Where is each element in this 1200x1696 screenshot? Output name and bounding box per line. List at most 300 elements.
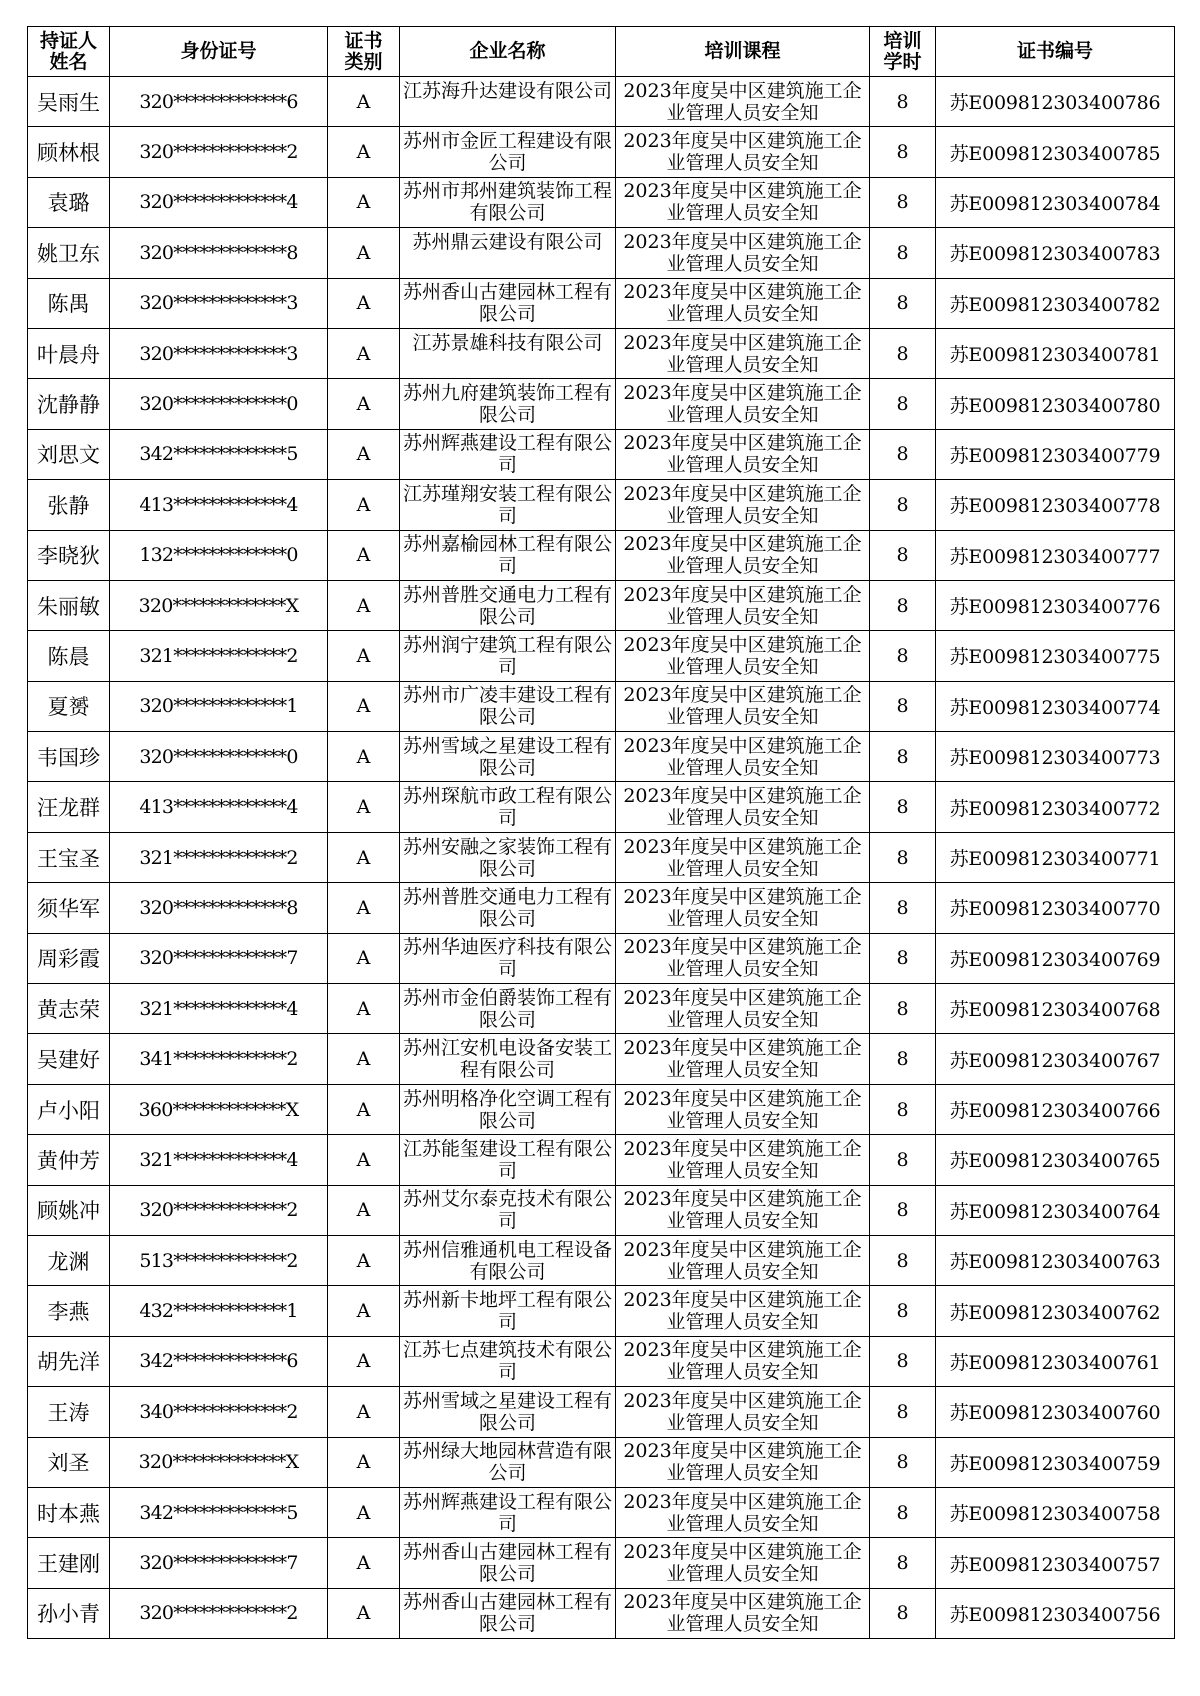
company-name-cell xyxy=(400,782,616,832)
training-hours-cell: 8 xyxy=(870,832,936,882)
table-row xyxy=(28,832,1175,882)
training-course-cell-text: 2023年度吴中区建筑施工企业管理人员安全知 xyxy=(623,281,862,326)
company-name-cell-text: 苏州华迪医疗科技有限公司 xyxy=(402,936,612,981)
holder-name-cell: 张静 xyxy=(28,480,110,530)
certificate-number-cell: 苏E009812303400768 xyxy=(936,984,1175,1034)
training-hours-cell: 8 xyxy=(870,530,936,580)
header-company: 企业名称 xyxy=(400,27,616,77)
holder-name-cell: 王涛 xyxy=(28,1387,110,1437)
company-name-cell xyxy=(400,1387,616,1437)
table-row xyxy=(28,883,1175,933)
table-row xyxy=(28,328,1175,378)
certificate-number-cell: 苏E009812303400783 xyxy=(936,228,1175,278)
certificate-number-cell: 苏E009812303400758 xyxy=(936,1487,1175,1537)
id-number-cell: 320*************4 xyxy=(110,177,328,227)
table-row xyxy=(28,480,1175,530)
company-name-cell-text: 苏州艾尔泰克技术有限公司 xyxy=(402,1188,612,1233)
certificate-category-cell: A xyxy=(328,1588,400,1638)
certificate-category-cell: A xyxy=(328,228,400,278)
training-course-cell-text: 2023年度吴中区建筑施工企业管理人员安全知 xyxy=(623,1389,862,1434)
table-row xyxy=(28,1538,1175,1588)
training-hours-cell: 8 xyxy=(870,1336,936,1386)
company-name-cell xyxy=(400,278,616,328)
training-course-cell-text: 2023年度吴中区建筑施工企业管理人员安全知 xyxy=(623,382,862,427)
training-course-cell xyxy=(616,984,870,1034)
training-hours-cell: 8 xyxy=(870,1387,936,1437)
holder-name-cell: 王宝圣 xyxy=(28,832,110,882)
header-category-text: 证书 类别 xyxy=(344,29,383,73)
id-number-cell: 320*************6 xyxy=(110,77,328,127)
training-hours-cell: 8 xyxy=(870,177,936,227)
holder-name-cell: 夏赟 xyxy=(28,681,110,731)
certificate-number-cell: 苏E009812303400766 xyxy=(936,1084,1175,1134)
training-hours-cell: 8 xyxy=(870,580,936,630)
company-name-cell xyxy=(400,1235,616,1285)
company-name-cell-text: 苏州辉燕建设工程有限公司 xyxy=(402,432,612,477)
training-course-cell-text: 2023年度吴中区建筑施工企业管理人员安全知 xyxy=(623,1238,862,1283)
id-number-cell: 320*************2 xyxy=(110,1588,328,1638)
certificate-number-cell: 苏E009812303400778 xyxy=(936,480,1175,530)
training-course-cell-text: 2023年度吴中区建筑施工企业管理人员安全知 xyxy=(623,1137,862,1182)
id-number-cell: 321*************2 xyxy=(110,631,328,681)
training-hours-cell: 8 xyxy=(870,631,936,681)
id-number-cell: 321*************4 xyxy=(110,1135,328,1185)
training-hours-cell: 8 xyxy=(870,1135,936,1185)
table-row xyxy=(28,177,1175,227)
header-category xyxy=(328,27,400,77)
id-number-cell: 320*************8 xyxy=(110,228,328,278)
id-number-cell: 320*************1 xyxy=(110,681,328,731)
id-number-cell: 341*************2 xyxy=(110,1034,328,1084)
table-row xyxy=(28,984,1175,1034)
company-name-cell xyxy=(400,933,616,983)
table-row xyxy=(28,228,1175,278)
header-row xyxy=(28,27,1175,77)
certificate-number-cell: 苏E009812303400782 xyxy=(936,278,1175,328)
table-row xyxy=(28,1336,1175,1386)
certificate-category-cell: A xyxy=(328,883,400,933)
company-name-cell-text: 苏州明格净化空调工程有限公司 xyxy=(402,1087,612,1132)
training-course-cell xyxy=(616,1235,870,1285)
table-row xyxy=(28,1437,1175,1487)
certificate-category-cell: A xyxy=(328,1437,400,1487)
table-row xyxy=(28,1135,1175,1185)
training-hours-cell: 8 xyxy=(870,1588,936,1638)
holder-name-cell: 袁璐 xyxy=(28,177,110,227)
holder-name-cell: 吴建好 xyxy=(28,1034,110,1084)
training-course-cell xyxy=(616,883,870,933)
training-course-cell xyxy=(616,77,870,127)
table-row xyxy=(28,1084,1175,1134)
company-name-cell xyxy=(400,228,616,278)
certificate-number-cell: 苏E009812303400763 xyxy=(936,1235,1175,1285)
table-row xyxy=(28,1034,1175,1084)
company-name-cell xyxy=(400,1084,616,1134)
id-number-cell: 413*************4 xyxy=(110,480,328,530)
company-name-cell-text: 苏州辉燕建设工程有限公司 xyxy=(402,1490,612,1535)
training-course-cell xyxy=(616,782,870,832)
training-course-cell-text: 2023年度吴中区建筑施工企业管理人员安全知 xyxy=(623,684,862,729)
company-name-cell xyxy=(400,580,616,630)
training-hours-cell: 8 xyxy=(870,732,936,782)
training-course-cell-text: 2023年度吴中区建筑施工企业管理人员安全知 xyxy=(623,432,862,477)
company-name-cell xyxy=(400,1437,616,1487)
holder-name-cell: 姚卫东 xyxy=(28,228,110,278)
company-name-cell xyxy=(400,429,616,479)
training-hours-cell: 8 xyxy=(870,681,936,731)
holder-name-cell: 汪龙群 xyxy=(28,782,110,832)
training-course-cell-text: 2023年度吴中区建筑施工企业管理人员安全知 xyxy=(623,130,862,175)
header-id: 身份证号 xyxy=(110,27,328,77)
certificate-number-cell: 苏E009812303400769 xyxy=(936,933,1175,983)
training-hours-cell: 8 xyxy=(870,933,936,983)
holder-name-cell: 吴雨生 xyxy=(28,77,110,127)
table-row xyxy=(28,1588,1175,1638)
holder-name-cell: 胡先洋 xyxy=(28,1336,110,1386)
certificate-number-cell: 苏E009812303400771 xyxy=(936,832,1175,882)
company-name-cell xyxy=(400,681,616,731)
holder-name-cell: 刘圣 xyxy=(28,1437,110,1487)
certificate-category-cell: A xyxy=(328,1235,400,1285)
company-name-cell xyxy=(400,1185,616,1235)
company-name-cell-text: 苏州市金匠工程建设有限公司 xyxy=(402,130,612,175)
holder-name-cell: 陈禺 xyxy=(28,278,110,328)
certificate-number-cell: 苏E009812303400759 xyxy=(936,1437,1175,1487)
training-course-cell xyxy=(616,1034,870,1084)
company-name-cell-text: 苏州市金伯爵装饰工程有限公司 xyxy=(402,986,612,1031)
certificate-category-cell: A xyxy=(328,832,400,882)
company-name-cell-text: 苏州雪域之星建设工程有限公司 xyxy=(402,734,612,779)
certificate-number-cell: 苏E009812303400779 xyxy=(936,429,1175,479)
company-name-cell xyxy=(400,328,616,378)
training-hours-cell: 8 xyxy=(870,429,936,479)
company-name-cell xyxy=(400,480,616,530)
training-course-cell xyxy=(616,1185,870,1235)
training-hours-cell: 8 xyxy=(870,1235,936,1285)
company-name-cell-text: 江苏景雄科技有限公司 xyxy=(412,331,603,354)
company-name-cell-text: 苏州琛航市政工程有限公司 xyxy=(402,785,612,830)
id-number-cell: 320*************2 xyxy=(110,127,328,177)
company-name-cell-text: 苏州鼎云建设有限公司 xyxy=(412,230,603,253)
certificate-category-cell: A xyxy=(328,1336,400,1386)
training-course-cell xyxy=(616,429,870,479)
training-course-cell xyxy=(616,681,870,731)
certificate-category-cell: A xyxy=(328,1034,400,1084)
training-course-cell xyxy=(616,732,870,782)
id-number-cell: 320*************3 xyxy=(110,278,328,328)
training-course-cell-text: 2023年度吴中区建筑施工企业管理人员安全知 xyxy=(623,1440,862,1485)
id-number-cell: 360*************X xyxy=(110,1084,328,1134)
training-course-cell xyxy=(616,177,870,227)
training-hours-cell: 8 xyxy=(870,1034,936,1084)
training-course-cell xyxy=(616,832,870,882)
certificate-category-cell: A xyxy=(328,984,400,1034)
company-name-cell-text: 苏州安融之家装饰工程有限公司 xyxy=(402,835,612,880)
training-course-cell-text: 2023年度吴中区建筑施工企业管理人员安全知 xyxy=(623,482,862,527)
company-name-cell-text: 苏州香山古建园林工程有限公司 xyxy=(402,1591,612,1636)
holder-name-cell: 王建刚 xyxy=(28,1538,110,1588)
training-course-cell xyxy=(616,530,870,580)
training-hours-cell: 8 xyxy=(870,984,936,1034)
holder-name-cell: 周彩霞 xyxy=(28,933,110,983)
company-name-cell-text: 苏州香山古建园林工程有限公司 xyxy=(402,1541,612,1586)
certificate-number-cell: 苏E009812303400762 xyxy=(936,1286,1175,1336)
training-course-cell xyxy=(616,228,870,278)
certificate-category-cell: A xyxy=(328,379,400,429)
training-course-cell xyxy=(616,1588,870,1638)
id-number-cell: 320*************2 xyxy=(110,1185,328,1235)
company-name-cell-text: 江苏七点建筑技术有限公司 xyxy=(402,1339,612,1384)
holder-name-cell: 顾林根 xyxy=(28,127,110,177)
table-row xyxy=(28,631,1175,681)
training-hours-cell: 8 xyxy=(870,1437,936,1487)
training-course-cell-text: 2023年度吴中区建筑施工企业管理人员安全知 xyxy=(623,1490,862,1535)
certificate-category-cell: A xyxy=(328,631,400,681)
training-course-cell-text: 2023年度吴中区建筑施工企业管理人员安全知 xyxy=(623,331,862,376)
certificate-category-cell: A xyxy=(328,1538,400,1588)
certificate-number-cell: 苏E009812303400780 xyxy=(936,379,1175,429)
company-name-cell xyxy=(400,1538,616,1588)
company-name-cell xyxy=(400,1588,616,1638)
training-course-cell xyxy=(616,480,870,530)
training-course-cell-text: 2023年度吴中区建筑施工企业管理人员安全知 xyxy=(623,986,862,1031)
certificate-category-cell: A xyxy=(328,1185,400,1235)
id-number-cell: 432*************1 xyxy=(110,1286,328,1336)
company-name-cell-text: 江苏能玺建设工程有限公司 xyxy=(402,1137,612,1182)
company-name-cell xyxy=(400,177,616,227)
header-hours-text: 培训 学时 xyxy=(883,29,922,73)
holder-name-cell: 顾姚冲 xyxy=(28,1185,110,1235)
holder-name-cell: 孙小青 xyxy=(28,1588,110,1638)
holder-name-cell: 韦国珍 xyxy=(28,732,110,782)
table-row xyxy=(28,580,1175,630)
certificate-number-cell: 苏E009812303400776 xyxy=(936,580,1175,630)
header-name-text: 持证人 姓名 xyxy=(39,29,97,73)
holder-name-cell: 沈静静 xyxy=(28,379,110,429)
certificate-category-cell: A xyxy=(328,1084,400,1134)
certificate-category-cell: A xyxy=(328,127,400,177)
company-name-cell-text: 江苏海升达建设有限公司 xyxy=(402,79,612,102)
training-course-cell-text: 2023年度吴中区建筑施工企业管理人员安全知 xyxy=(623,885,862,930)
training-course-cell-text: 2023年度吴中区建筑施工企业管理人员安全知 xyxy=(623,1591,862,1636)
training-course-cell xyxy=(616,379,870,429)
id-number-cell: 320*************3 xyxy=(110,328,328,378)
holder-name-cell: 朱丽敏 xyxy=(28,580,110,630)
certificate-number-cell: 苏E009812303400775 xyxy=(936,631,1175,681)
id-number-cell: 320*************0 xyxy=(110,732,328,782)
certificate-number-cell: 苏E009812303400784 xyxy=(936,177,1175,227)
training-course-cell-text: 2023年度吴中区建筑施工企业管理人员安全知 xyxy=(623,1339,862,1384)
company-name-cell xyxy=(400,1034,616,1084)
company-name-cell xyxy=(400,883,616,933)
training-hours-cell: 8 xyxy=(870,328,936,378)
company-name-cell-text: 苏州香山古建园林工程有限公司 xyxy=(402,281,612,326)
certificate-number-cell: 苏E009812303400781 xyxy=(936,328,1175,378)
training-course-cell xyxy=(616,1487,870,1537)
training-course-cell-text: 2023年度吴中区建筑施工企业管理人员安全知 xyxy=(623,1188,862,1233)
certificate-category-cell: A xyxy=(328,933,400,983)
certificate-category-cell: A xyxy=(328,681,400,731)
certificate-category-cell: A xyxy=(328,1135,400,1185)
table-row xyxy=(28,782,1175,832)
training-hours-cell: 8 xyxy=(870,127,936,177)
certificate-category-cell: A xyxy=(328,177,400,227)
company-name-cell-text: 苏州普胜交通电力工程有限公司 xyxy=(402,885,612,930)
id-number-cell: 320*************0 xyxy=(110,379,328,429)
training-course-cell xyxy=(616,1437,870,1487)
id-number-cell: 320*************7 xyxy=(110,1538,328,1588)
header-cert-no: 证书编号 xyxy=(936,27,1175,77)
table-row xyxy=(28,429,1175,479)
table-row xyxy=(28,1235,1175,1285)
company-name-cell xyxy=(400,832,616,882)
id-number-cell: 320*************7 xyxy=(110,933,328,983)
table-row xyxy=(28,127,1175,177)
id-number-cell: 321*************2 xyxy=(110,832,328,882)
table-row xyxy=(28,732,1175,782)
company-name-cell xyxy=(400,1336,616,1386)
company-name-cell xyxy=(400,732,616,782)
company-name-cell-text: 苏州信雅通机电工程设备有限公司 xyxy=(402,1238,612,1283)
header-hours xyxy=(870,27,936,77)
company-name-cell xyxy=(400,77,616,127)
holder-name-cell: 龙渊 xyxy=(28,1235,110,1285)
company-name-cell-text: 苏州江安机电设备安装工程有限公司 xyxy=(402,1037,612,1082)
certificate-number-cell: 苏E009812303400764 xyxy=(936,1185,1175,1235)
id-number-cell: 132*************0 xyxy=(110,530,328,580)
certificate-category-cell: A xyxy=(328,1387,400,1437)
company-name-cell xyxy=(400,379,616,429)
certificate-category-cell: A xyxy=(328,782,400,832)
certificate-category-cell: A xyxy=(328,530,400,580)
training-course-cell-text: 2023年度吴中区建筑施工企业管理人员安全知 xyxy=(623,180,862,225)
company-name-cell xyxy=(400,631,616,681)
company-name-cell xyxy=(400,127,616,177)
certificate-number-cell: 苏E009812303400767 xyxy=(936,1034,1175,1084)
company-name-cell-text: 苏州雪域之星建设工程有限公司 xyxy=(402,1389,612,1434)
company-name-cell-text: 苏州市广凌丰建设工程有限公司 xyxy=(402,684,612,729)
training-course-cell xyxy=(616,1387,870,1437)
certificate-number-cell: 苏E009812303400773 xyxy=(936,732,1175,782)
company-name-cell-text: 苏州嘉榆园林工程有限公司 xyxy=(402,533,612,578)
training-course-cell-text: 2023年度吴中区建筑施工企业管理人员安全知 xyxy=(623,633,862,678)
training-course-cell xyxy=(616,580,870,630)
id-number-cell: 320*************X xyxy=(110,1437,328,1487)
table-row xyxy=(28,933,1175,983)
training-course-cell-text: 2023年度吴中区建筑施工企业管理人员安全知 xyxy=(623,533,862,578)
certificate-category-cell: A xyxy=(328,77,400,127)
company-name-cell-text: 苏州市邦州建筑装饰工程有限公司 xyxy=(402,180,612,225)
training-hours-cell: 8 xyxy=(870,1084,936,1134)
company-name-cell-text: 苏州绿大地园林营造有限公司 xyxy=(402,1440,612,1485)
id-number-cell: 342*************5 xyxy=(110,429,328,479)
training-hours-cell: 8 xyxy=(870,1487,936,1537)
holder-name-cell: 黄仲芳 xyxy=(28,1135,110,1185)
company-name-cell-text: 苏州润宁建筑工程有限公司 xyxy=(402,633,612,678)
holder-name-cell: 李晓狄 xyxy=(28,530,110,580)
training-course-cell xyxy=(616,278,870,328)
id-number-cell: 413*************4 xyxy=(110,782,328,832)
training-hours-cell: 8 xyxy=(870,883,936,933)
holder-name-cell: 陈晨 xyxy=(28,631,110,681)
table-row xyxy=(28,1286,1175,1336)
company-name-cell-text: 苏州九府建筑装饰工程有限公司 xyxy=(402,382,612,427)
holder-name-cell: 须华军 xyxy=(28,883,110,933)
training-course-cell xyxy=(616,1538,870,1588)
training-course-cell-text: 2023年度吴中区建筑施工企业管理人员安全知 xyxy=(623,230,862,275)
training-course-cell-text: 2023年度吴中区建筑施工企业管理人员安全知 xyxy=(623,1289,862,1334)
table-row xyxy=(28,1185,1175,1235)
id-number-cell: 320*************8 xyxy=(110,883,328,933)
training-hours-cell: 8 xyxy=(870,480,936,530)
company-name-cell xyxy=(400,1135,616,1185)
training-hours-cell: 8 xyxy=(870,782,936,832)
training-hours-cell: 8 xyxy=(870,228,936,278)
training-course-cell xyxy=(616,1286,870,1336)
training-course-cell-text: 2023年度吴中区建筑施工企业管理人员安全知 xyxy=(623,785,862,830)
training-course-cell-text: 2023年度吴中区建筑施工企业管理人员安全知 xyxy=(623,1037,862,1082)
holder-name-cell: 叶晨舟 xyxy=(28,328,110,378)
certificate-number-cell: 苏E009812303400765 xyxy=(936,1135,1175,1185)
certificate-number-cell: 苏E009812303400786 xyxy=(936,77,1175,127)
holder-name-cell: 时本燕 xyxy=(28,1487,110,1537)
holder-name-cell: 刘思文 xyxy=(28,429,110,479)
table-row xyxy=(28,530,1175,580)
training-hours-cell: 8 xyxy=(870,379,936,429)
company-name-cell xyxy=(400,1487,616,1537)
training-course-cell-text: 2023年度吴中区建筑施工企业管理人员安全知 xyxy=(623,79,862,124)
company-name-cell-text: 江苏瑾翔安装工程有限公司 xyxy=(402,482,612,527)
table-body xyxy=(28,77,1175,1639)
training-hours-cell: 8 xyxy=(870,77,936,127)
id-number-cell: 342*************6 xyxy=(110,1336,328,1386)
company-name-cell-text: 苏州新卡地坪工程有限公司 xyxy=(402,1289,612,1334)
header-course: 培训课程 xyxy=(616,27,870,77)
certificate-category-cell: A xyxy=(328,429,400,479)
id-number-cell: 340*************2 xyxy=(110,1387,328,1437)
training-course-cell-text: 2023年度吴中区建筑施工企业管理人员安全知 xyxy=(623,835,862,880)
header-name xyxy=(28,27,110,77)
training-course-cell xyxy=(616,933,870,983)
company-name-cell xyxy=(400,1286,616,1336)
certificate-table xyxy=(27,26,1175,1639)
id-number-cell: 342*************5 xyxy=(110,1487,328,1537)
company-name-cell xyxy=(400,984,616,1034)
table-row xyxy=(28,1487,1175,1537)
certificate-number-cell: 苏E009812303400756 xyxy=(936,1588,1175,1638)
certificate-category-cell: A xyxy=(328,278,400,328)
training-hours-cell: 8 xyxy=(870,1538,936,1588)
training-course-cell xyxy=(616,631,870,681)
holder-name-cell: 李燕 xyxy=(28,1286,110,1336)
company-name-cell xyxy=(400,530,616,580)
id-number-cell: 321*************4 xyxy=(110,984,328,1034)
certificate-category-cell: A xyxy=(328,732,400,782)
training-course-cell-text: 2023年度吴中区建筑施工企业管理人员安全知 xyxy=(623,734,862,779)
certificate-number-cell: 苏E009812303400785 xyxy=(936,127,1175,177)
table-row xyxy=(28,379,1175,429)
training-course-cell-text: 2023年度吴中区建筑施工企业管理人员安全知 xyxy=(623,1541,862,1586)
company-name-cell-text: 苏州普胜交通电力工程有限公司 xyxy=(402,583,612,628)
table-row xyxy=(28,1387,1175,1437)
training-hours-cell: 8 xyxy=(870,1185,936,1235)
holder-name-cell: 黄志荣 xyxy=(28,984,110,1034)
training-course-cell-text: 2023年度吴中区建筑施工企业管理人员安全知 xyxy=(623,1087,862,1132)
training-hours-cell: 8 xyxy=(870,1286,936,1336)
training-course-cell xyxy=(616,127,870,177)
table-row xyxy=(28,681,1175,731)
certificate-number-cell: 苏E009812303400774 xyxy=(936,681,1175,731)
